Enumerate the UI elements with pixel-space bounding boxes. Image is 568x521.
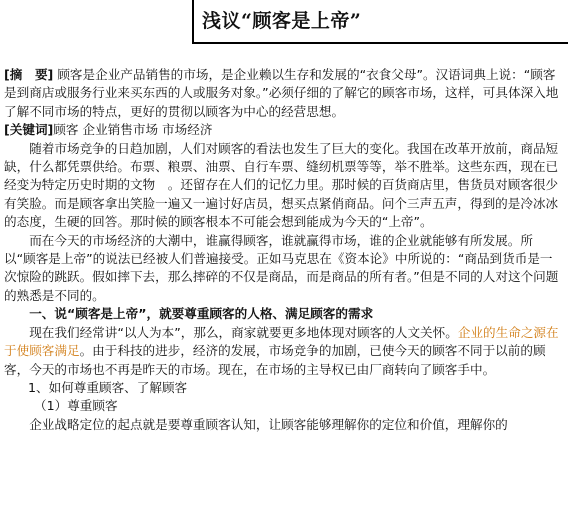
abstract-paragraph [4,66,564,121]
highlighted-phrase: 企业的生命之源在于使顾客满足 [4,324,559,359]
keywords-paragraph [4,121,564,139]
body-paragraph-4: 企业战略定位的起点就是要尊重顾客认知，让顾客能够理解你的定位和价值，理解你的 [29,416,508,432]
article-body [4,66,564,434]
body-paragraph-2: 而在今天的市场经济的大潮中，谁赢得顾客，谁就赢得市场，谁的企业就能够有所发展。所以“顾客是上帝”的说法已经被人们普遍接受。正如马克思在《资本论》中所说的：“商品到货币是一次惊险的跳跃。假如摔下去，那么摔碎的不仅是商品，而是商品的所有者。”但是不同的人对这个问题的熟悉是不同的。 [4,232,559,303]
subsection-heading-1: 1、如何尊重顾客、了解顾客 [28,379,188,395]
body-paragraph-1: 随着市场竞争的日趋加剧，人们对顾客的看法也发生了巨大的变化。我国在改革开放前，商品短缺，什么都凭票供给。布票、粮票、油票、自行车票、缝纫机票等等，举不胜举。这些东西，现在已经变为特定历史时期的文物 。还留存在人们的记忆力里。那时候的百货商店里，售货员对顾客很少有笑脸。而是顾客拿出笑脸一遍又一遍讨好店员，想买点紧俏商品。问个三声五声，得到的是冷冰冰的态度，生硬的回答。那时候的顾客根本不可能会想到能成为今天的“上帝”。 [4,140,559,230]
keywords-text: 顾客 企业销售市场 市场经济 [53,122,213,138]
keywords-label: [关键词] [4,122,54,138]
abstract-label: [摘 要] [4,67,54,82]
paragraph-3-end: 。由于科技的进步，经济的发展，市场竞争的加剧，已使今天的顾客不同于以前的顾客，今天的市场也不再是昨天的市场。现在，在市场的主导权已由厂商转向了顾客手中。 [4,343,546,377]
paragraph-3-start: 现在我们经常讲“以人为本”，那么，商家就要更多地体现对顾客的人文关怀。 [29,324,458,340]
subsubsection-heading-1: （1）尊重顾客 [34,398,118,414]
page-title: 浅议“顾客是上帝” [202,10,362,32]
body-paragraph-3 [4,324,564,379]
abstract-text: 顾客是企业产品销售的市场，是企业赖以生存和发展的“衣食父母”。汉语词典上说：“顾客是到商店或服务行业来买东西的人或服务对象。”必须仔细的了解它的顾客市场，这样，可具体深入地了解不同市场的特点，更好的贯彻以顾客为中心的经营思想。 [4,67,559,119]
section-heading-1: 一、说“顾客是上帝”，就要尊重顾客的人格、满足顾客的需求 [29,306,374,322]
title-bar [192,0,568,44]
